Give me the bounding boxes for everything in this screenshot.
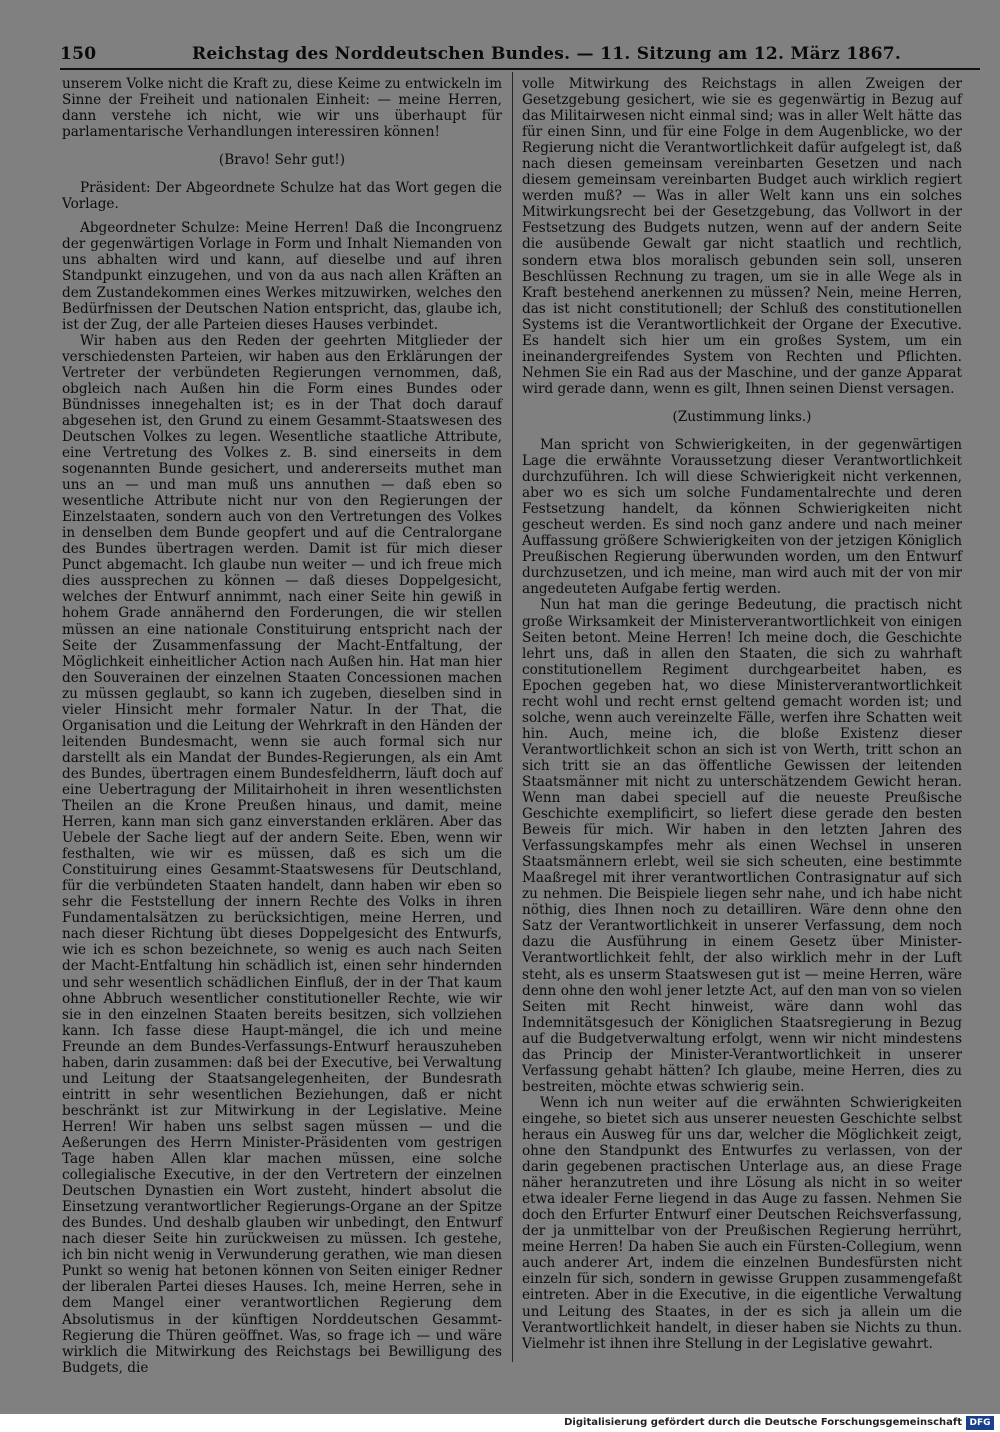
paragraph: Wenn ich nun weiter auf die erwähnten Schwierigkeiten eingehe, so bietet sich aus unserer neuesten Geschichte selbst heraus ein Ausweg für uns dar, welcher die Möglichkeit zeigt, ohne den Standpunkt des Entwurfes zu verlassen, von der darin gegebenen practischen Unterlage aus, an diese Frage näher heranzutreten und ihre Lösung als nicht in so weiter etwa idealer Ferne liegend in das Auge zu fassen. Nehmen Sie doch den Erfurter Entwurf einer Deutschen Reichsverfassung, der ja unmittelbar von der Preußischen Regierung herrührt, meine Herren! Da haben Sie auch ein Fürsten-Collegium, wenn auch anderer Art, indem die einzelnen Bundesfürsten nicht einzeln für sich, sondern in gewisse Gruppen zusammengefaßt eintreten. Aber in die Executive, in die eigentliche Verwaltung und Leitung des Staates, in der es sich ja allein um die Verantwortlichkeit handelt, in dieser haben sie Nichts zu thun. Vielmehr ist ihnen ihre Stellung in der Legislative gewahrt. bbox=[522, 1094, 962, 1352]
funding-credit: Digitalisierung gefördert durch die Deutsche Forschungsgemeinschaft bbox=[564, 1417, 962, 1428]
paragraph: Man spricht von Schwierigkeiten, in der gegenwärtigen Lage die erwähnte Voraussetzung dieser Verantwortlichkeit durchzuführen. Ich will diese Schwierigkeit nicht verkennen, aber wo es sich um solche Fundamentalrechte und deren Festsetzung handelt, da können Schwierigkeiten nicht gescheut werden. Es sind noch ganz andere und nach meiner Auffassung größere Schwierigkeiten von der jetzigen Königlich Preußischen Regierung überwunden worden, um den Entwurf durchzusetzen, und ich meine, man wird auch mit der von mir angedeuteten Aufgabe fertig werden. bbox=[522, 436, 962, 598]
paragraph: Wir haben aus den Reden der geehrten Mitglieder der verschiedensten Parteien, wir haben aus den Erklärungen der Vertreter der verbündeten Regierungen vernommen, daß, obgleich nach Außen hin die Form eines Bundes oder Bündnisses innegehalten ist; es in der That doch darauf abgesehen ist, den Grund zu einem Gesammt-Staatswesen des Deutschen Volkes zu legen. Wesentliche staatliche Attribute, eine Vertretung des Volkes z. B. sind einerseits in dem sogenannten Bunde gesichert, und andererseits muthet man uns an — und man muß uns annuthen — daß eben so wesentliche Attribute nicht nur von den Regierungen der Einzelstaaten, sondern auch von den Vertretungen des Volkes in denselben dem Bunde geopfert und auf die Centralorgane des Bundes übertragen werden. Damit ist für mich dieser Punct abgemacht. Ich glaube nun weiter — und ich freue mich dies aussprechen zu können — daß dieses Doppelgesicht, welches der Entwurf annimmt, nach einer Seite hin gewiß in hohem Grade annähernd den Forderungen, die wir stellen müssen an eine nationale Constituirung entspricht nach der Seite der Zusammenfassung der Macht-Entfaltung, der Möglichkeit einheitlicher Action nach Außen hin. Hat man hier den Souverainen der einzelnen Staaten Concessionen machen zu müssen geglaubt, so kann ich zugeben, dieselben sind in vieler Hinsicht mehr formaler Natur. In der That, die Organisation und die Leitung der Wehrkraft in den Händen der leitenden Bundesmacht, wenn sie auch formal sich nur darstellt als ein Mandat der Bundes-Regierungen, als ein Amt des Bundes, übertragen einem Bundesfeldherrn, läuft doch auf eine Uebertragung der Militairhoheit in ihren wesentlichsten Theilen an die Krone Preußen hinaus, und damit, meine Herren, kann man sich ganz einverstanden erklären. Aber das Uebele der Sache liegt auf der andern Seite. Eben, wenn wir festhalten, wie wir es müssen, daß es sich um die Constituirung eines Gesammt-Staatswesens für Deutschland, für die verbündeten Staaten handelt, dann haben wir eben so sehr die Feststellung der innern Rechte des Volks in ihren Fundamentalsätzen zu berücksichtigen, meine Herren, und nach dieser Richtung übt dieses Doppelgesicht des Entwurfs, wie ich es schon bezeichnete, so wenig es auch nach Seiten der Macht-Entfaltung hin schädlich ist, einen sehr hindernden und sehr wesentlich schädlichen Einfluß, der in der That kaum ohne Abbruch wesentlicher constitutioneller Rechte, wie wir sie in den einzelnen Staaten bereits besitzen, sich vollziehen kann. Ich fasse diese Haupt-mängel, die ich und meine Freunde an dem Bundes-Verfassungs-Entwurf herauszuheben haben, darin zusammen: daß bei der Executive, bei Verwaltung und Leitung der Staatsangelegenheiten, der Bundesrath eintritt in sehr wesentlichen Beziehungen, daß er nicht beschränkt ist zur Mitwirkung in der Legislative. Meine Herren! Wir haben uns selbst sagen müssen — und die Aeßerungen des Herrn Minister-Präsidenten vom gestrigen Tage haben Allen klar machen müssen, eine solche collegialische Executive, in der den Vertretern der einzelnen Deutschen Dynastien ein Wort zusteht, hindert absolut die Einsetzung verantwortlicher Regierungs-Organe an der Spitze des Bundes. Und deshalb glauben wir unbedingt, den Entwurf nach dieser Seite hin zurückweisen zu müssen. Ich gestehe, ich bin nicht wenig in Verwunderung gerathen, wie man diesen Punkt so wenig hat betonen können von Seiten einiger Redner der liberalen Partei dieses Hauses. Ich, meine Herren, sehe in dem Mangel einer verantwortlichen Regierung dem Absolutismus in der künftigen Norddeutschen Gesammt-Regierung die Thüren geöffnet. Was, so frage ich — und wäre wirklich die Mitwirkung des Reichstags bei Bewilligung des Budgets, die bbox=[62, 332, 502, 1376]
running-title: Reichstag des Norddeutschen Bundes. — 11. Sitzung am 12. März 1867. bbox=[192, 44, 902, 64]
page-header bbox=[60, 40, 980, 70]
interjection: (Zustimmung links.) bbox=[672, 408, 812, 425]
interjection: (Bravo! Sehr gut!) bbox=[218, 152, 346, 169]
paragraph: Nun hat man die geringe Bedeutung, die practisch nicht große Wirksamkeit der Ministerverantwortlichkeit von einigen Seiten betont. Meine Herren! Ich meine doch, die Geschichte lehrt uns, daß in allen den Staaten, die sich zu wahrhaft constitutionellem Regiment durchgearbeitet haben, es Epochen gegeben hat, wo diese Ministerverantwortlichkeit recht wohl und recht ernst geltend gemacht worden ist; und solche, wenn auch vereinzelte Fälle, werfen ihre Schatten weit hin. Auch, meine ich, die bloße Existenz dieser Verantwortlichkeit schon an sich ist von Werth, tritt schon an sich tritt sie an das öffentliche Gewissen der leitenden Staatsmänner mit nicht zu unterschätzendem Gewicht heran. Wenn man dabei speciell auf die neueste Preußische Geschichte exemplificirt, so liefert diese gerade den besten Beweis für mich. Wir haben in den letzten Jahren des Verfassungskampfes mehr als einen Wechsel in unseren Staatsmännern erlebt, weil sie sich scheuten, eine bestimmte Maaßregel mit ihrer verantwortlichen Contrasignatur auf sich zu nehmen. Die Beispiele liegen sehr nahe, und ich habe nicht nöthig, dies Ihnen noch zu detailliren. Wäre denn ohne den Satz der Verantwortlichkeit in unserer Verfassung, dem noch dazu die Ausführung in einem Gesetz über Minister-Verantwortlichkeit fehlt, der also wirklich mehr in der Luft steht, als es unserm Staatswesen gut ist — meine Herren, wäre denn ohne den wohl jener letzte Act, auf den man von so vielen Seiten mit Recht hinweist, wäre dann wohl das Indemnitätsgesuch der Königlichen Staatsregierung in Bezug auf die Budgetverwaltung erfolgt, wenn wir nicht mindestens das Princip der Minister-Verantwortlichkeit in unserer Verfassung gehabt hätten? Ich glaube, meine Herren, dies zu bestreiten, möchte etwas schwierig sein. bbox=[522, 597, 962, 1095]
footer-bar bbox=[0, 1414, 1000, 1432]
speaker-paragraph: Präsident: Der Abgeordnete Schulze hat das Wort gegen die Vorlage. bbox=[62, 180, 502, 213]
column-divider bbox=[512, 72, 513, 1362]
dfg-logo: DFG bbox=[966, 1416, 994, 1430]
speaker-paragraph: Abgeordneter Schulze: Meine Herren! Daß die Incongruenz der gegenwärtigen Vorlage in Form und Inhalt Niemanden von uns abhalten wird und kann, auf dieselbe und auf ihren Standpunkt einzugehen, und von da aus nach allen Kräften an dem Zustandekommen eines Werkes mitzuwirken, welches den Bedürfnissen der Deutschen Nation entspricht, das, glaube ich, ist der Zug, der alle Parteien dieses Hauses verbindet. bbox=[62, 220, 502, 333]
left-column bbox=[62, 76, 502, 1376]
page-number: 150 bbox=[60, 44, 97, 64]
header-rule bbox=[60, 68, 980, 70]
paragraph: unserem Volke nicht die Kraft zu, diese Keime zu entwickeln im Sinne der Freiheit und nationalen Einheit: — meine Herren, dann verstehe ich nicht, wie wir uns überhaupt für parlamentarische Verhandlungen interessiren können! bbox=[62, 76, 502, 141]
right-column bbox=[522, 76, 962, 1364]
paragraph: volle Mitwirkung des Reichstags in allen Zweigen der Gesetzgebung gesichert, wie sie es gegenwärtig in Bezug auf das Militairwesen nicht einmal sind; was in aller Welt hätte das für einen Sinn, und für eine Folge in dem Augenblicke, wo der Regierung nicht die Verantwortlichkeit dafür aufgelegt ist, daß nach diesen gemeinsam vereinbarten Gesetzen und nach diesem gemeinsam vereinbarten Budget auch wirklich regiert werden muß? — Was in aller Welt kann uns ein solches Mitwirkungsrecht bei der Gesetzgebung, das Vollwort in der Festsetzung des Budgets nutzen, wenn auf der andern Seite die ausübende Gewalt gar nicht staatlich und rechtlich, sondern etwa blos moralisch gebunden sein soll, unseren Beschlüssen Rechnung zu tragen, um sie in alle Wege als in Kraft bestehend anerkennen zu müssen? Nein, meine Herren, das ist nicht constitutionell; der Schluß des constitutionellen Systems ist die Verantwortlichkeit der Organe der Executive. Es handelt sich hier um ein großes System, um ein ineinandergreifendes System von Rechten und Pflichten. Nehmen Sie ein Rad aus der Maschine, und der ganze Apparat wird gerade dann, wenn es gilt, Ihnen seinen Dienst versagen. bbox=[522, 76, 962, 397]
